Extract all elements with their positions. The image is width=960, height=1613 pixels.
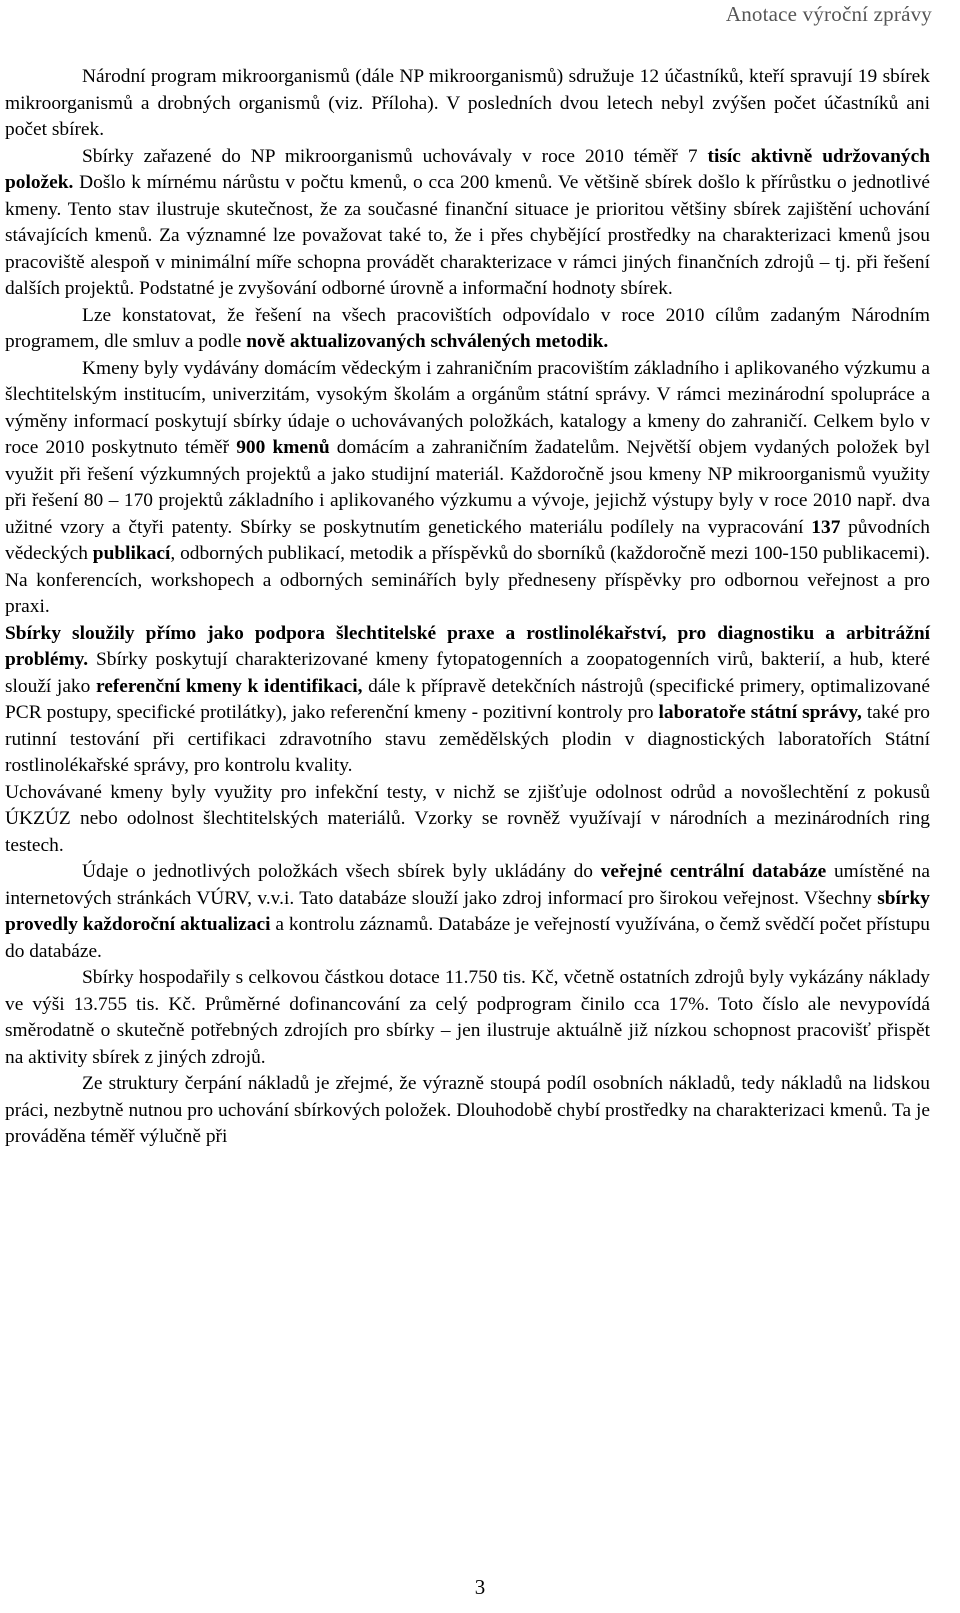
paragraph	[5, 780, 930, 860]
text-run: Sbírky hospodařily s celkovou částkou dotace 11.750 tis. Kč, včetně ostatních zdrojů byly vykázány náklady ve výši 13.755 tis. Kč. Průměrné dofinancování za celý podprogram činilo cca 17%. Toto číslo ale nevypovídá směrodatně o skutečně potřebných zdrojích pro sbírky – jen ilustruje aktuálně již nízkou schopnost pracovišť přispět na aktivity sbírek z jiných zdrojů.	[5, 967, 930, 1068]
text-run: umístěné na internetových stránkách VÚRV, v.v.i. Tato databáze slouží jako zdroj informací pro širokou veřejnost. Všechny	[5, 861, 930, 909]
text-run: Sbírky poskytují charakterizované kmeny fytopatogenních a zoopatogenních virů, bakterií, a hub, které slouží jako	[5, 649, 930, 697]
bold-text-run: Sbírky sloužily přímo jako podpora šlechtitelské praxe a rostlinolékařství, pro diagnostiku a arbitrážní problémy.	[5, 622, 930, 670]
text-run: Došlo k mírnému nárůstu v počtu kmenů, o cca 200 kmenů. Ve většině sbírek došlo k přírůstku o jednotlivé kmeny. Tento stav ilustruje skutečnost, že za současné finanční situace je prioritou většiny sbírek zajištění uchování stávajících kmenů. Za významné lze považovat také to, že i přes chybějící prostředky na charakterizaci kmenů jsou pracoviště alespoň v minimální míře schopna provádět charakterizace v rámci jiných finančních zdrojů – tj. při řešení dalších projektů. Podstatné je zvyšování odborné úrovně a informační hodnoty sbírek.	[5, 172, 930, 299]
text-run: také pro rutinní testování při certifikaci zdravotního stavu zemědělských plodin v diagnostických laboratořích Státní rostlinolékařské správy, pro kontrolu kvality.	[5, 702, 930, 776]
paragraph	[5, 1071, 930, 1151]
paragraph	[5, 621, 930, 780]
bold-text-run: referenční kmeny k identifikaci,	[95, 675, 363, 697]
text-run: dále k přípravě detekčních nástrojů (specifické primery, optimalizované PCR postupy, specifické protilátky), jako referenční kmeny - pozitivní kontroly pro	[5, 675, 930, 723]
text-run: původních vědeckých	[5, 516, 930, 564]
text-run: Lze konstatovat, že řešení na všech pracovištích odpovídalo v roce 2010 cílům zadaným Národním programem, dle smluv a podle	[5, 304, 930, 352]
running-header: Anotace výroční zprávy	[725, 2, 932, 26]
bold-text-run: publikací	[92, 543, 171, 564]
text-run: Sbírky zařazené do NP mikroorganismů uchovávaly v roce 2010 téměř 7	[82, 145, 708, 167]
bold-text-run: laboratoře státní správy,	[658, 702, 862, 723]
text-run: a kontrolu záznamů. Databáze je veřejností využívána, o čemž svědčí počet přístupu do databáze.	[5, 914, 930, 962]
text-run: Ze struktury čerpání nákladů je zřejmé, že výrazně stoupá podíl osobních nákladů, tedy nákladů na lidskou práci, nezbytně nutnou pro uchování sbírkových položek. Dlouhodobě chybí prostředky na charakterizaci kmenů. Ta je prováděna téměř výlučně při	[5, 1073, 930, 1147]
text-run: Údaje o jednotlivých položkách všech sbírek byly ukládány do	[82, 861, 601, 882]
bold-text-run: nově aktualizovaných schválených metodik.	[246, 331, 609, 352]
text-run: Národní program mikroorganismů (dále NP mikroorganismů) sdružuje 12 účastníků, kteří spravují 19 sbírek mikroorganismů a drobných organismů (viz. Příloha). V posledních dvou letech nebyl zvýšen počet účastníků ani počet sbírek.	[5, 66, 930, 140]
paragraph	[5, 303, 930, 356]
text-run: Kmeny byly vydávány domácím vědeckým i zahraničním pracovištím základního i aplikovaného výzkumu a šlechtitelským institucím, univerzitám, vysokým školám a orgánům státní správy. V rámci mezinárodní spolupráce a výměny informací poskytují sbírky údaje o uchovávaných položkách, katalogy a kmeny do zahraničí. Celkem bylo v roce 2010 poskytnuto téměř	[5, 357, 930, 458]
page-number: 3	[474, 1575, 486, 1599]
paragraph	[5, 64, 930, 144]
body-text	[5, 64, 930, 1151]
text-run: , odborných publikací, metodik a příspěvků do sborníků (každoročně mezi 100-150 publikacemi). Na konferencích, workshopech a odborných seminářích byly předneseny příspěvky pro odbornou veřejnost a pro praxi.	[5, 543, 930, 617]
text-run: Uchovávané kmeny byly využity pro infekční testy, v nichž se zjišťuje odolnost odrůd a novošlechtění z pokusů ÚKZÚZ nebo odolnost šlechtitelských materiálů. Vzorky se rovněž využívají v národních a mezinárodních ring testech.	[5, 781, 930, 856]
bold-text-run: 900 kmenů	[236, 437, 330, 458]
bold-text-run: sbírky provedly každoroční aktualizaci	[5, 887, 930, 935]
bold-text-run: tisíc aktivně udržovaných položek.	[5, 145, 930, 193]
paragraph	[5, 965, 930, 1071]
text-run: domácím a zahraničním žadatelům. Největší objem vydaných položek byl využit při řešení výzkumných projektů a jako studijní materiál. Každoročně jsou kmeny NP mikroorganismů využity při řešení 80 – 170 projektů základního i aplikovaného výzkumu a vývoje, jejichž výstupy byly v roce 2010 např. dva užitné vzory a čtyři patenty. Sbírky se poskytnutím genetického materiálu podílely na vypracování	[5, 437, 931, 538]
paragraph	[5, 144, 930, 303]
bold-text-run: 137	[811, 516, 841, 538]
paragraph	[5, 356, 930, 621]
paragraph	[5, 859, 930, 965]
bold-text-run: veřejné centrální databáze	[600, 861, 827, 882]
